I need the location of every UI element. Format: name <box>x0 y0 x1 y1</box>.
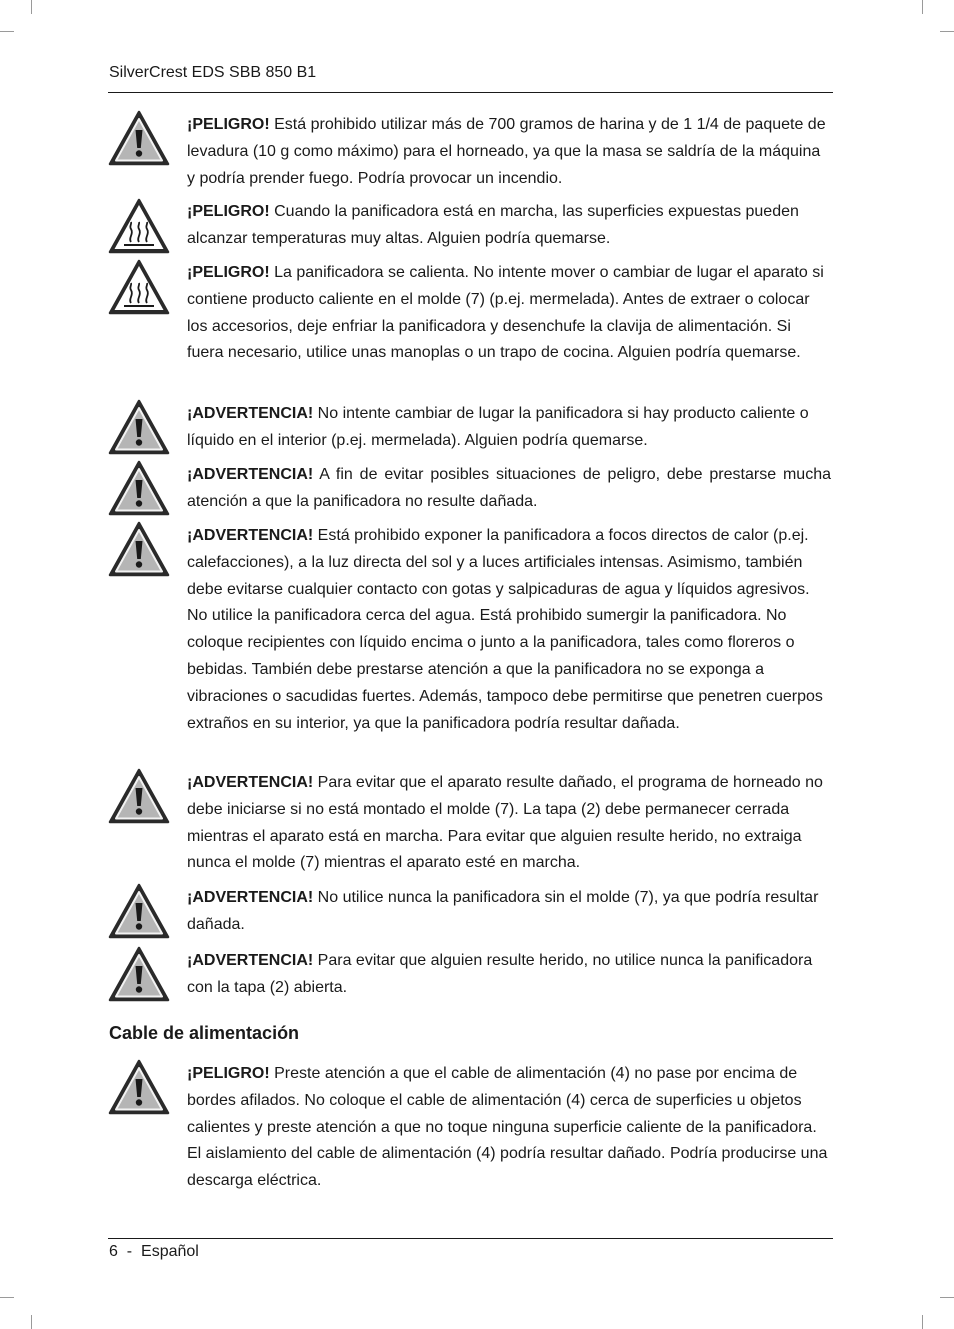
warning-text: Está prohibido utilizar más de 700 gramos de harina y de 1 1/4 de paquete de levadura (10 g como máximo) para el horneado, ya que la masa se saldría de la máquina y podría prender fuego. Podría provocar un incendio. <box>187 116 826 187</box>
warning-text: Para evitar que el aparato resulte dañado, el programa de horneado no debe iniciarse si no está montado el molde (7). La tapa (2) debe permanecer cerrada mientras el aparato está en marcha. Para evitar que alguien resulte herido, no extraiga nunca el molde (7) mientras el aparato esté en marcha. <box>187 774 823 872</box>
warning-text: Cuando la panificadora está en marcha, las superficies expuestas pueden alcanzar temperaturas muy altas. Alguien podría quemarse. <box>187 203 799 247</box>
footer-language: Español <box>141 1243 199 1260</box>
exclamation-warning-icon <box>108 1059 170 1115</box>
warning-label: ¡ADVERTENCIA! <box>187 466 314 483</box>
exclamation-warning-icon <box>108 399 170 455</box>
warning-text: No intente cambiar de lugar la panificadora si hay producto caliente o líquido en el interior (p.ej. mermelada). Alguien podría quemarse. <box>187 405 809 449</box>
warning-label: ¡PELIGRO! <box>187 203 270 220</box>
warning-text: No utilice nunca la panificadora sin el molde (7), ya que podría resultar dañada. <box>187 889 819 933</box>
hot-surface-warning-icon <box>108 198 170 254</box>
warning-label: ¡ADVERTENCIA! <box>187 527 314 544</box>
warning-label: ¡ADVERTENCIA! <box>187 952 314 969</box>
exclamation-warning-icon <box>108 110 170 166</box>
page-number: 6 <box>109 1243 118 1260</box>
warning-text: La panificadora se calienta. No intente mover o cambiar de lugar el aparato si contiene producto caliente en el molde (7) (p.ej. mermelada). Antes de extraer o colocar los accesorios, deje enfriar la panificadora y desenchufe la clavija de alimentación. Si fuera necesario, utilice unas manoplas o un trapo de cocina. Alguien podría quemarse. <box>187 264 824 362</box>
warning-text: Está prohibido exponer la panificadora a focos directos de calor (p.ej. calefacciones), a la luz directa del sol y a luces artificiales intensas. Asimismo, también debe evitarse cualquier contacto con gotas y salpicaduras de agua y líquidos agresivos. No utilice la panificadora cerca del agua. Está prohibido sumergir la panificadora. No coloque recipientes con líquido encima o junto a la panificadora, tales como floreros o bebidas. También debe prestarse atención a que la panificadora no se exponga a vibraciones o sacudidas fuertes. Además, tampoco debe permitirse que penetren cuerpos extraños en su interior, ya que la panificadora podría resultar dañada. <box>187 527 823 732</box>
warning-paragraph <box>187 199 831 253</box>
warning-paragraph <box>187 770 831 877</box>
warning-paragraph <box>187 523 831 737</box>
warning-label: ¡PELIGRO! <box>187 116 270 133</box>
page-footer <box>109 1243 199 1261</box>
exclamation-warning-icon <box>108 460 170 516</box>
warning-paragraph <box>187 948 831 1002</box>
exclamation-warning-icon <box>108 521 170 577</box>
warning-label: ¡ADVERTENCIA! <box>187 774 314 791</box>
warning-text: Preste atención a que el cable de alimentación (4) no pase por encima de bordes afilados. No coloque el cable de alimentación (4) cerca de superficies u objetos calientes y preste atención a que no toque ninguna superficie caliente de la panificadora. El aislamiento del cable de alimentación (4) podría resultar dañado. Podría producirse una descarga eléctrica. <box>187 1065 828 1190</box>
warning-label: ¡ADVERTENCIA! <box>187 405 314 422</box>
warning-paragraph <box>187 401 831 455</box>
warning-label: ¡ADVERTENCIA! <box>187 889 314 906</box>
warning-text: A fin de evitar posibles situaciones de peligro, debe prestarse mucha atención a que la panificadora no resulte dañada. <box>187 466 831 510</box>
warning-text: Para evitar que alguien resulte herido, no utilice nunca la panificadora con la tapa (2) abierta. <box>187 952 813 996</box>
exclamation-warning-icon <box>108 883 170 939</box>
header-divider <box>108 92 833 93</box>
warning-paragraph <box>187 462 831 516</box>
document-header-title: SilverCrest EDS SBB 850 B1 <box>109 64 317 81</box>
warning-paragraph <box>187 112 831 192</box>
exclamation-warning-icon <box>108 768 170 824</box>
hot-surface-warning-icon <box>108 259 170 315</box>
warning-paragraph <box>187 260 831 367</box>
warning-label: ¡PELIGRO! <box>187 1065 270 1082</box>
warning-paragraph <box>187 1061 831 1195</box>
footer-divider <box>108 1238 833 1239</box>
footer-separator: - <box>126 1243 133 1260</box>
exclamation-warning-icon <box>108 946 170 1002</box>
section-heading: Cable de alimentación <box>109 1023 300 1043</box>
warning-label: ¡PELIGRO! <box>187 264 270 281</box>
warning-paragraph <box>187 885 831 939</box>
